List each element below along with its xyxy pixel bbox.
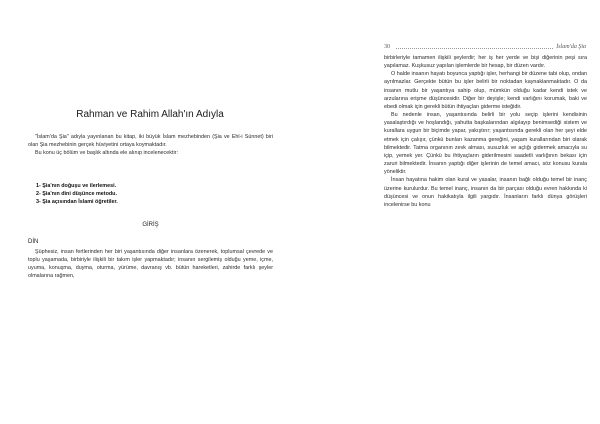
leader-dots bbox=[396, 48, 553, 49]
objective-item: 3- Şia açısından İslami öğretiler. bbox=[36, 199, 118, 206]
right-paragraph-2: O halde insanın hayatı boyunca yaptığı işler, herhangi bir düzene tabi olup, ondan ayrılmazlar. Gerçekte bütün bu işler belirli bir noktadan kaynaklanmaktadır. O da insanın mutlu bir yaşantıya sahip olup, mümkün olduğu kadar kendi istek ve arzularına erişme düşüncesidir. Diğer bir deyişle; kendi varlığını korumak, baki ve ebedi olmak için gerekli bütün ihtiyaçları giderme isteğidir. bbox=[384, 71, 587, 110]
right-paragraph-1: birbirleriyle tamamen ilişkili şeylerdir; her iş her yerde ve bişi diğerinin peşi sıra yapılamaz. Kuşkusuz yapılan işlemlerde bir hesap, bir düzen vardır. bbox=[384, 55, 587, 70]
body-paragraph: Şüphesiz, insan fertlerinden her biri yaşantısında diğer insanlara özenerek, toplumsal çevrede ve toplu yaşamada, birbiriyle ilişkili bir takım işler yapmaktadır; insanın sergilemiş olduğu yeme, içme, uyuma, konuşma, duyma, oturma, yürüme, davranış vb. bütün hareketleri, zahirde farklı şeyler olmalarına rağmen, bbox=[28, 249, 273, 280]
right-paragraph-3: Bu nedenle insan, yaşantısında belirli bir yolu seçip işlerini kendisinin yasalaştırdığı ve hoşlandığı, yahutta başkalarından algılayıp benimsediği sistem ve kurallara uygun bir biçimde yapar, yakıştırır; yaşantısında gerekli olan her şeyi elde etmek için çalışır, çünkü bunları kazanma gereğini, yaşam kurallarından biri olarak bilmektedir. Tatma organının zevk alması, susuzluk ve açlığı gidermek amacıyla su içip, yemek yer. Çünkü bu ihtiyaçların giderilmesini saadetli varlığının bekası için zaruri bilmektedir. İnsanın yaptığı diğer işlerinin de temel amacı, söz konusu kurala yöneliktir. bbox=[384, 112, 587, 176]
page-number: 30 bbox=[384, 44, 390, 50]
section-heading: GİRİŞ bbox=[142, 222, 159, 228]
subsection-heading: DİN bbox=[28, 239, 39, 245]
right-paragraph-4: İnsan hayatına hakim olan kural ve yasalar, insanın bağlı olduğu temel bir inanç üzerine kurulurdur. Bu temel inanç, insanın da bir parçası olduğu evren hakkında ki düşüncesi ve onun hakikatıyla ilgili yargıdır. İnsanların farklı dünya görüşleri incelenirse bu konu bbox=[384, 177, 587, 208]
book-title: İslam'da Şia bbox=[556, 44, 586, 50]
intro-paragraph-2: Bu konu üç bölüm ve başlık altında ele alınıp incelenecektir: bbox=[35, 150, 178, 157]
chapter-title: Rahman ve Rahim Allah'ın Adıyla bbox=[76, 109, 224, 120]
objective-item: 2- Şia'nın dini düşünce metodu. bbox=[36, 191, 117, 198]
intro-paragraph-1: "İslam'da Şia" adıyla yayınlanan bu kitap, iki büyük İslam mezhebinden (Şia ve Ehl-i Sünnet) biri olan Şia mezhebinin gerçek hüviyetini ortaya koymaktadır. bbox=[28, 134, 273, 149]
objective-item: 1- Şia'nın doğuşu ve ilerlemesi. bbox=[36, 183, 117, 189]
running-head bbox=[384, 44, 586, 50]
right-body-text bbox=[384, 54, 587, 209]
left-body-text bbox=[28, 248, 273, 281]
intro-text bbox=[28, 133, 273, 157]
objectives-list bbox=[36, 182, 266, 207]
